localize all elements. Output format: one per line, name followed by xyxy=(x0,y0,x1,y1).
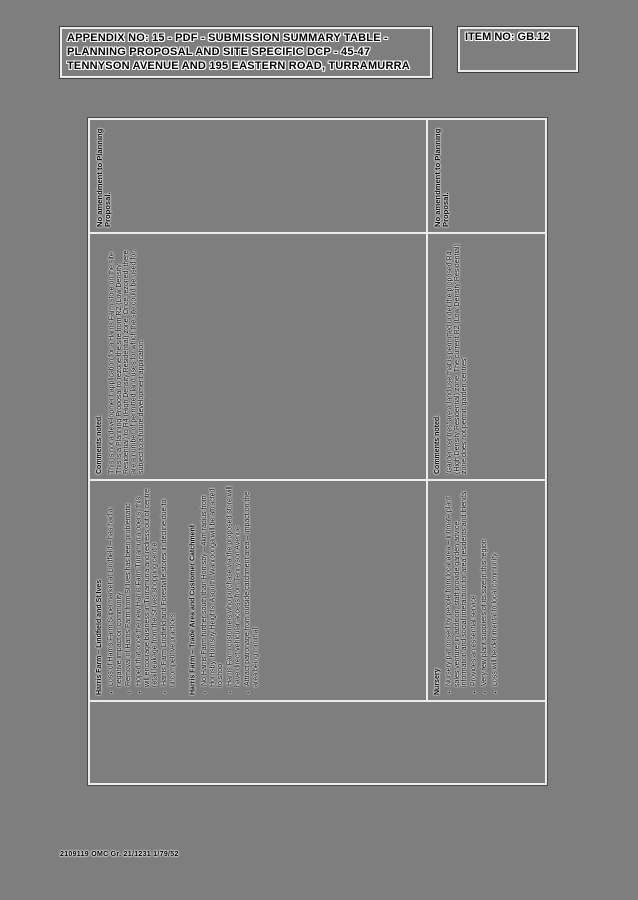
response-body-row2: 'Garden centres' are a land use that is permitted under the proposed R4 (High Density Residential) zone. The current R2 (Low Density Residential) zone does not permit 'garden centres'. xyxy=(446,244,469,474)
bullet-icon: ▪ xyxy=(108,686,115,695)
table-band-response xyxy=(90,232,545,479)
response-cell-row2 xyxy=(426,234,545,479)
recommendation-text-row1: No amendment to Planning Proposal. xyxy=(95,128,113,227)
submission-bullet-text: Very few plant suppliers of its size in this region xyxy=(481,539,489,686)
response-heading-row1: Comments noted. xyxy=(96,414,103,474)
submission-bullet-text: Nursery patronised by people from local area – intimate plant sales venture; in addition, staff provide garden advice, information and social interaction for area residents and friends xyxy=(445,491,469,687)
submission-bullet xyxy=(201,486,224,695)
submission-cell-row1 xyxy=(90,481,426,700)
submission-bullet xyxy=(491,486,499,695)
bullet-icon: ▪ xyxy=(471,686,478,695)
submission-bullet-text: Removal of Harris Farm from St Ives has been problematic xyxy=(125,503,133,686)
submission-summary-table xyxy=(88,118,547,785)
table-band-recommendation xyxy=(90,120,545,232)
submission-bullet xyxy=(161,486,177,695)
bullet-icon: ▪ xyxy=(492,686,499,695)
empty-cell xyxy=(90,702,545,783)
submission-bullet-text: Loss will be detrimental to local community xyxy=(491,553,499,686)
recommendation-text-row2: No amendment to Planning Proposal. xyxy=(433,128,451,227)
recommendation-cell-row2 xyxy=(426,120,545,232)
bullet-icon: ▪ xyxy=(446,686,453,695)
submission-bullet-text: Hoped that once the new Harris Farm Turramurra opens, this will encourage business in Turramurra and redress out of centre retail leakage from the St Ives shopping centre xyxy=(135,488,159,687)
submission-section-lindfield xyxy=(96,486,177,695)
submission-bullet-text: Provides an essential service xyxy=(470,595,478,686)
submission-bullet-text: Attract patronage from outside catchment area – impact on the area being minimal xyxy=(244,491,260,687)
response-cell-row1 xyxy=(90,234,426,479)
item-number-box: ITEM NO: GB.12 xyxy=(458,27,578,72)
submission-section-nursery xyxy=(434,486,500,695)
response-heading-row2: Comments noted. xyxy=(434,414,441,474)
bullet-icon: ▪ xyxy=(227,686,234,695)
submission-section-heading: Harris Farm – Lindfield and St Ives xyxy=(96,579,103,695)
bullet-icon: ▪ xyxy=(245,686,252,695)
bullet-icon: ▪ xyxy=(136,686,143,695)
submission-bullet xyxy=(471,486,479,695)
bullet-icon: ▪ xyxy=(202,686,209,695)
submission-bullet xyxy=(481,486,489,695)
appendix-title: APPENDIX NO: 15 - PDF - SUBMISSION SUMMARY TABLE - PLANNING PROPOSAL AND SITE SPECIFIC DCP - 45-47 TENNYSON AVENUE AND 195 EASTERN ROAD, TURRAMURRA xyxy=(60,27,432,78)
submission-bullet-text: Harris Farm Lindfield and Forestville stores in decline due to uncompetitive practices xyxy=(160,499,177,687)
table-band-submissions xyxy=(90,479,545,700)
bullet-icon: ▪ xyxy=(126,686,133,695)
response-body-row1: This is not a development application for a Harris Farm store on the site. This is a Planning Proposal to rezone the site from R2 (Low Density Residential) to R4 (High Density Residential) zone. Once rezoned, there are a number of permitted land uses for which the site could be used for, subject to a future development application. xyxy=(108,249,146,474)
bullet-icon: ▪ xyxy=(482,686,489,695)
bullet-icon: ▪ xyxy=(161,686,168,695)
submission-section-heading: Nursery xyxy=(434,668,441,695)
submission-section-trade-area xyxy=(190,486,260,695)
submission-bullet-text: Loss of Harris Farm Supermarket at Lindfield – has had a negative impact on community xyxy=(107,508,123,687)
submission-cell-row2 xyxy=(426,481,545,700)
recommendation-cell-row1 xyxy=(90,120,426,232)
submission-bullet xyxy=(244,486,260,695)
submission-bullet xyxy=(107,486,123,695)
submission-bullet xyxy=(136,486,159,695)
submission-section-heading: Harris Farm – Trade Area and Customer Catchment xyxy=(189,524,197,695)
submission-bullet-text: Harris Farm customers who purchase via the proposed store will have direct vehicular access from Tennyson Avenue xyxy=(226,486,242,687)
submission-bullet xyxy=(445,486,468,695)
submission-bullet xyxy=(125,486,133,695)
submission-bullet xyxy=(226,486,242,695)
submission-bullet-text: No Harris Farm further south than Hornsby – 4km radius from Hornsby, Hornsby Heights, Asquith, Wahroonga will be attracted to shop xyxy=(201,488,224,687)
page-footer-reference: 2109119 OMC Gr. 21/1231 1/79/52 xyxy=(60,851,179,858)
table-band-empty xyxy=(90,700,545,783)
